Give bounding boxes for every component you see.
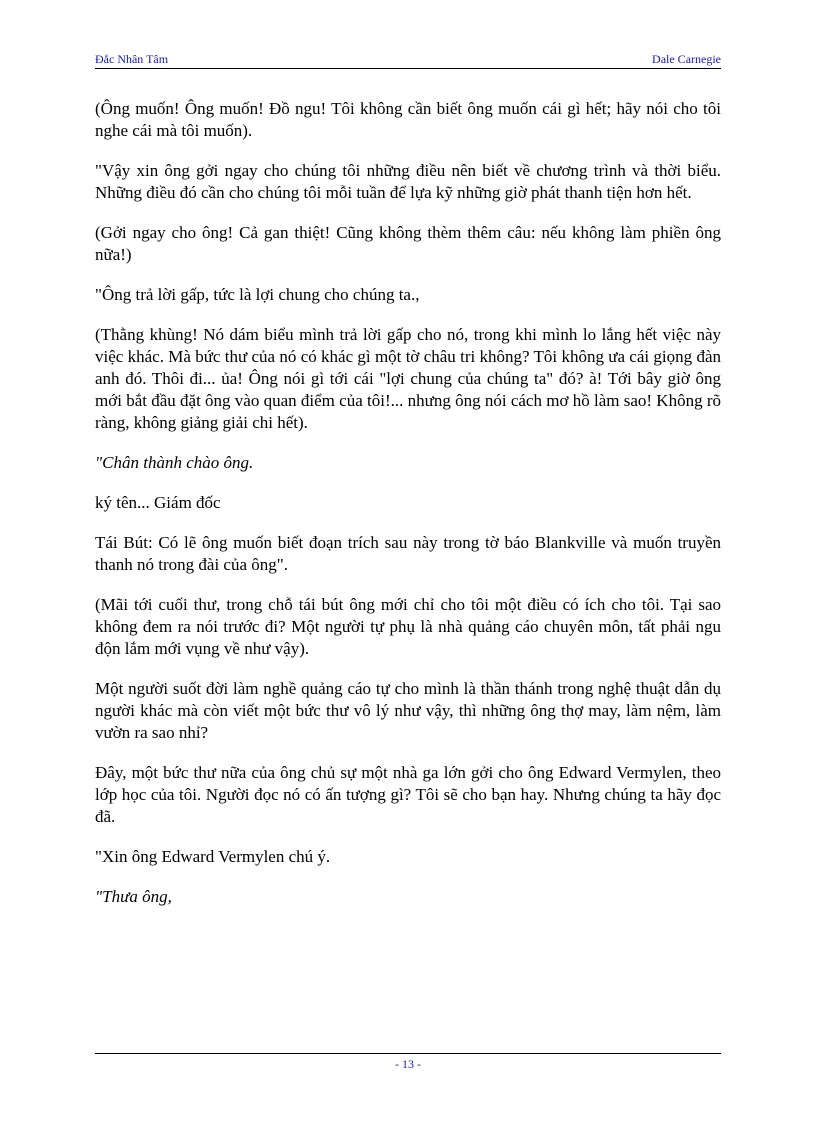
paragraph-italic: "Chân thành chào ông. [95, 453, 254, 472]
paragraph: "Xin ông Edward Vermylen chú ý. [95, 847, 331, 866]
paragraph: Một người suốt đời làm nghề quảng cáo tự cho mình là thần thánh trong nghệ thuật dẫn dụ người khác mà còn viết một bức thư vô lý như vậy, thì những ông thợ may, làm nệm, làm vườn ra sao nhỉ? [95, 679, 721, 742]
paragraph: (Gởi ngay cho ông! Cả gan thiệt! Cũng không thèm thêm câu: nếu không làm phiền ông nữa!) [95, 223, 721, 264]
paragraph: ký tên... Giám đốc [95, 493, 221, 512]
paragraph: Tái Bút: Có lẽ ông muốn biết đoạn trích sau này trong tờ báo Blankville và muốn truyền thanh nó trong đài của ông". [95, 533, 721, 574]
paragraph: Đây, một bức thư nữa của ông chủ sự một nhà ga lớn gởi cho ông Edward Vermylen, theo lớp học của tôi. Người đọc nó có ấn tượng gì? Tôi sẽ cho bạn hay. Nhưng chúng ta hãy đọc đã. [95, 763, 721, 826]
paragraph: (Thằng khùng! Nó dám biểu mình trả lời gấp cho nó, trong khi mình lo lắng hết việc này việc khác. Mà bức thư của nó có khác gì một tờ châu tri không? Tôi không ưa cái giọng đàn anh đó. Thôi đi... ủa! Ông nói gì tới cái "lợi chung của chúng ta" đó? à! Tới bây giờ ông mới bắt đầu đặt ông vào quan điểm của tôi!... nhưng ông nói cách mơ hồ làm sao! Không rõ ràng, không giảng giải chi hết). [95, 325, 721, 432]
page-number: - 13 - [395, 1057, 421, 1071]
paragraph: "Ông trả lời gấp, tức là lợi chung cho chúng ta., [95, 285, 420, 304]
header-book-title: Đắc Nhân Tâm [95, 52, 169, 66]
header-author: Dale Carnegie [652, 52, 721, 66]
page-body [95, 98, 721, 926]
paragraph: (Mãi tới cuối thư, trong chỗ tái bút ông mới chỉ cho tôi một điều có ích cho tôi. Tại sao không đem ra nói trước đi? Một người tự phụ là nhà quảng cáo chuyên môn, tất phải ngu độn lắm mới vụng về như vậy). [95, 595, 721, 658]
paragraph-italic: "Thưa ông, [95, 887, 172, 906]
paragraph: "Vậy xin ông gởi ngay cho chúng tôi những điều nên biết về chương trình và thời biểu. Những điều đó cần cho chúng tôi mỗi tuần để lựa kỹ những giờ phát thanh tiện hơn hết. [95, 161, 721, 202]
footer-divider [95, 1053, 721, 1054]
paragraph: (Ông muốn! Ông muốn! Đồ ngu! Tôi không cần biết ông muốn cái gì hết; hãy nói cho tôi nghe cái mà tôi muốn). [95, 99, 721, 140]
page-header [95, 50, 721, 69]
